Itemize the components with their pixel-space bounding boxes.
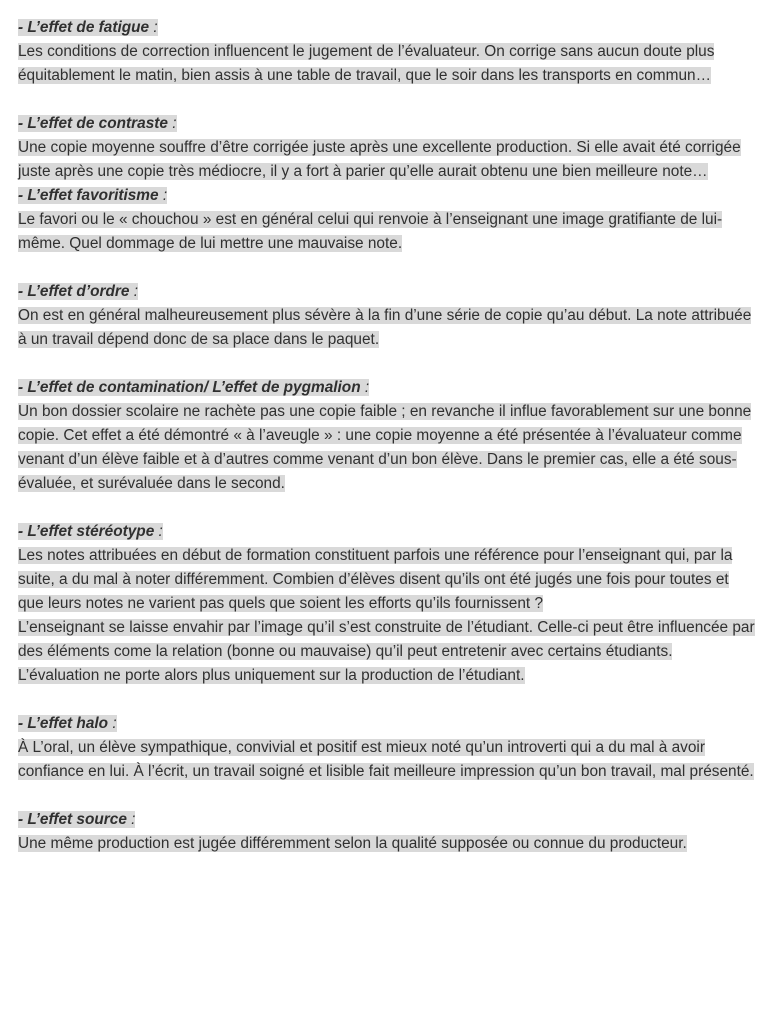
section-effet-stereotype: - L’effet stéréotype : Les notes attribuées en début de formation constituent parfois une référence pour l’enseignant qui, par la suite, a du mal à noter différemment. Combien d’élèves disent qu’ils ont été jugés une fois pour toutes et que leurs notes ne varient pas quels que soient les efforts qu’ils fournissent ? L’enseignant se laisse envahir par l’image qu’il s’est construite de l’étudiant. Celle-ci peut être influencée par des éléments come la relation (bonne ou mauvaise) qu’il peut entretenir avec certains étudiants. L’évaluation ne porte alors plus uniquement sur la production de l’étudiant.: [18, 523, 755, 684]
section-title: - L’effet halo: [18, 715, 109, 732]
section-effet-contamination: - L’effet de contamination/ L’effet de pygmalion : Un bon dossier scolaire ne rachète pas une copie faible ; en revanche il influe favorablement sur une bonne copie. Cet effet a été démontré « à l’aveugle » : une copie moyenne a été présentée à l’évaluateur comme venant d’un élève faible et à d’autres comme venant d’un bon élève. Dans le premier cas, elle a été sous-évaluée, et surévaluée dans le second.: [18, 379, 752, 492]
section-paragraph: Les conditions de correction influencent le jugement de l’évaluateur. On corrige sans aucun doute plus équitablement le matin, bien assis à une table de travail, que le soir dans les transports en commun…: [18, 43, 715, 84]
section-effet-source: - L’effet source : Une même production est jugée différemment selon la qualité supposée ou connue du producteur.: [18, 811, 687, 852]
section-paragraph: L’enseignant se laisse envahir par l’image qu’il s’est construite de l’étudiant. Celle-ci peut être influencée par des éléments come la relation (bonne ou mauvaise) qu’il peut entretenir avec certains étudiants. L’évaluation ne porte alors plus uniquement sur la production de l’étudiant.: [18, 619, 755, 684]
section-paragraph: Les notes attribuées en début de formation constituent parfois une référence pour l’enseignant qui, par la suite, a du mal à noter différemment. Combien d’élèves disent qu’ils ont été jugés une fois pour toutes et que leurs notes ne varient pas quels que soient les efforts qu’ils fournissent ?: [18, 547, 733, 612]
section-title: - L’effet de fatigue: [18, 19, 150, 36]
section-title: - L’effet de contamination/ L’effet de pygmalion: [18, 379, 361, 396]
section-effet-halo: - L’effet halo : À L’oral, un élève sympathique, convivial et positif est mieux noté qu’un introverti qui a du mal à avoir confiance en lui. À l’écrit, un travail soigné et lisible fait meilleure impression qu’un bon travail, mal présenté.: [18, 715, 754, 780]
section-paragraph: On est en général malheureusement plus sévère à la fin d’une série de copie qu’au début. La note attribuée à un travail dépend donc de sa place dans le paquet.: [18, 307, 752, 348]
section-effet-favoritisme: - L’effet favoritisme : Le favori ou le « chouchou » est en général celui qui renvoie à l’enseignant une image gratifiante de lui-même. Quel dommage de lui mettre une mauvaise note.: [18, 187, 723, 252]
section-paragraph: À L’oral, un élève sympathique, convivial et positif est mieux noté qu’un introverti qui a du mal à avoir confiance en lui. À l’écrit, un travail soigné et lisible fait meilleure impression qu’un bon travail, mal présenté.: [18, 739, 754, 780]
section-title: - L’effet source: [18, 811, 127, 828]
document-body: [18, 16, 758, 856]
section-paragraph: Un bon dossier scolaire ne rachète pas une copie faible ; en revanche il influe favorablement sur une bonne copie. Cet effet a été démontré « à l’aveugle » : une copie moyenne a été présentée à l’évaluateur comme venant d’un élève faible et à d’autres comme venant d’un bon élève. Dans le premier cas, elle a été sous-évaluée, et surévaluée dans le second.: [18, 403, 752, 492]
section-paragraph: Une copie moyenne souffre d’être corrigée juste après une excellente production. Si elle avait été corrigée juste après une copie très médiocre, il y a fort à parier qu’elle aurait obtenu une bien meilleure note…: [18, 139, 741, 180]
section-title: - L’effet stéréotype: [18, 523, 155, 540]
section-paragraph: Une même production est jugée différemment selon la qualité supposée ou connue du producteur.: [18, 835, 687, 852]
section-title: - L’effet favoritisme: [18, 187, 159, 204]
section-paragraph: Le favori ou le « chouchou » est en général celui qui renvoie à l’enseignant une image gratifiante de lui-même. Quel dommage de lui mettre une mauvaise note.: [18, 211, 723, 252]
section-title: - L’effet de contraste: [18, 115, 168, 132]
section-title: - L’effet d’ordre: [18, 283, 130, 300]
section-effet-contraste: - L’effet de contraste : Une copie moyenne souffre d’être corrigée juste après une excellente production. Si elle avait été corrigée juste après une copie très médiocre, il y a fort à parier qu’elle aurait obtenu une bien meilleure note…: [18, 115, 741, 180]
section-effet-fatigue: - L’effet de fatigue : Les conditions de correction influencent le jugement de l’évaluateur. On corrige sans aucun doute plus équitablement le matin, bien assis à une table de travail, que le soir dans les transports en commun…: [18, 19, 715, 84]
section-effet-ordre: - L’effet d’ordre : On est en général malheureusement plus sévère à la fin d’une série de copie qu’au début. La note attribuée à un travail dépend donc de sa place dans le paquet.: [18, 283, 752, 348]
